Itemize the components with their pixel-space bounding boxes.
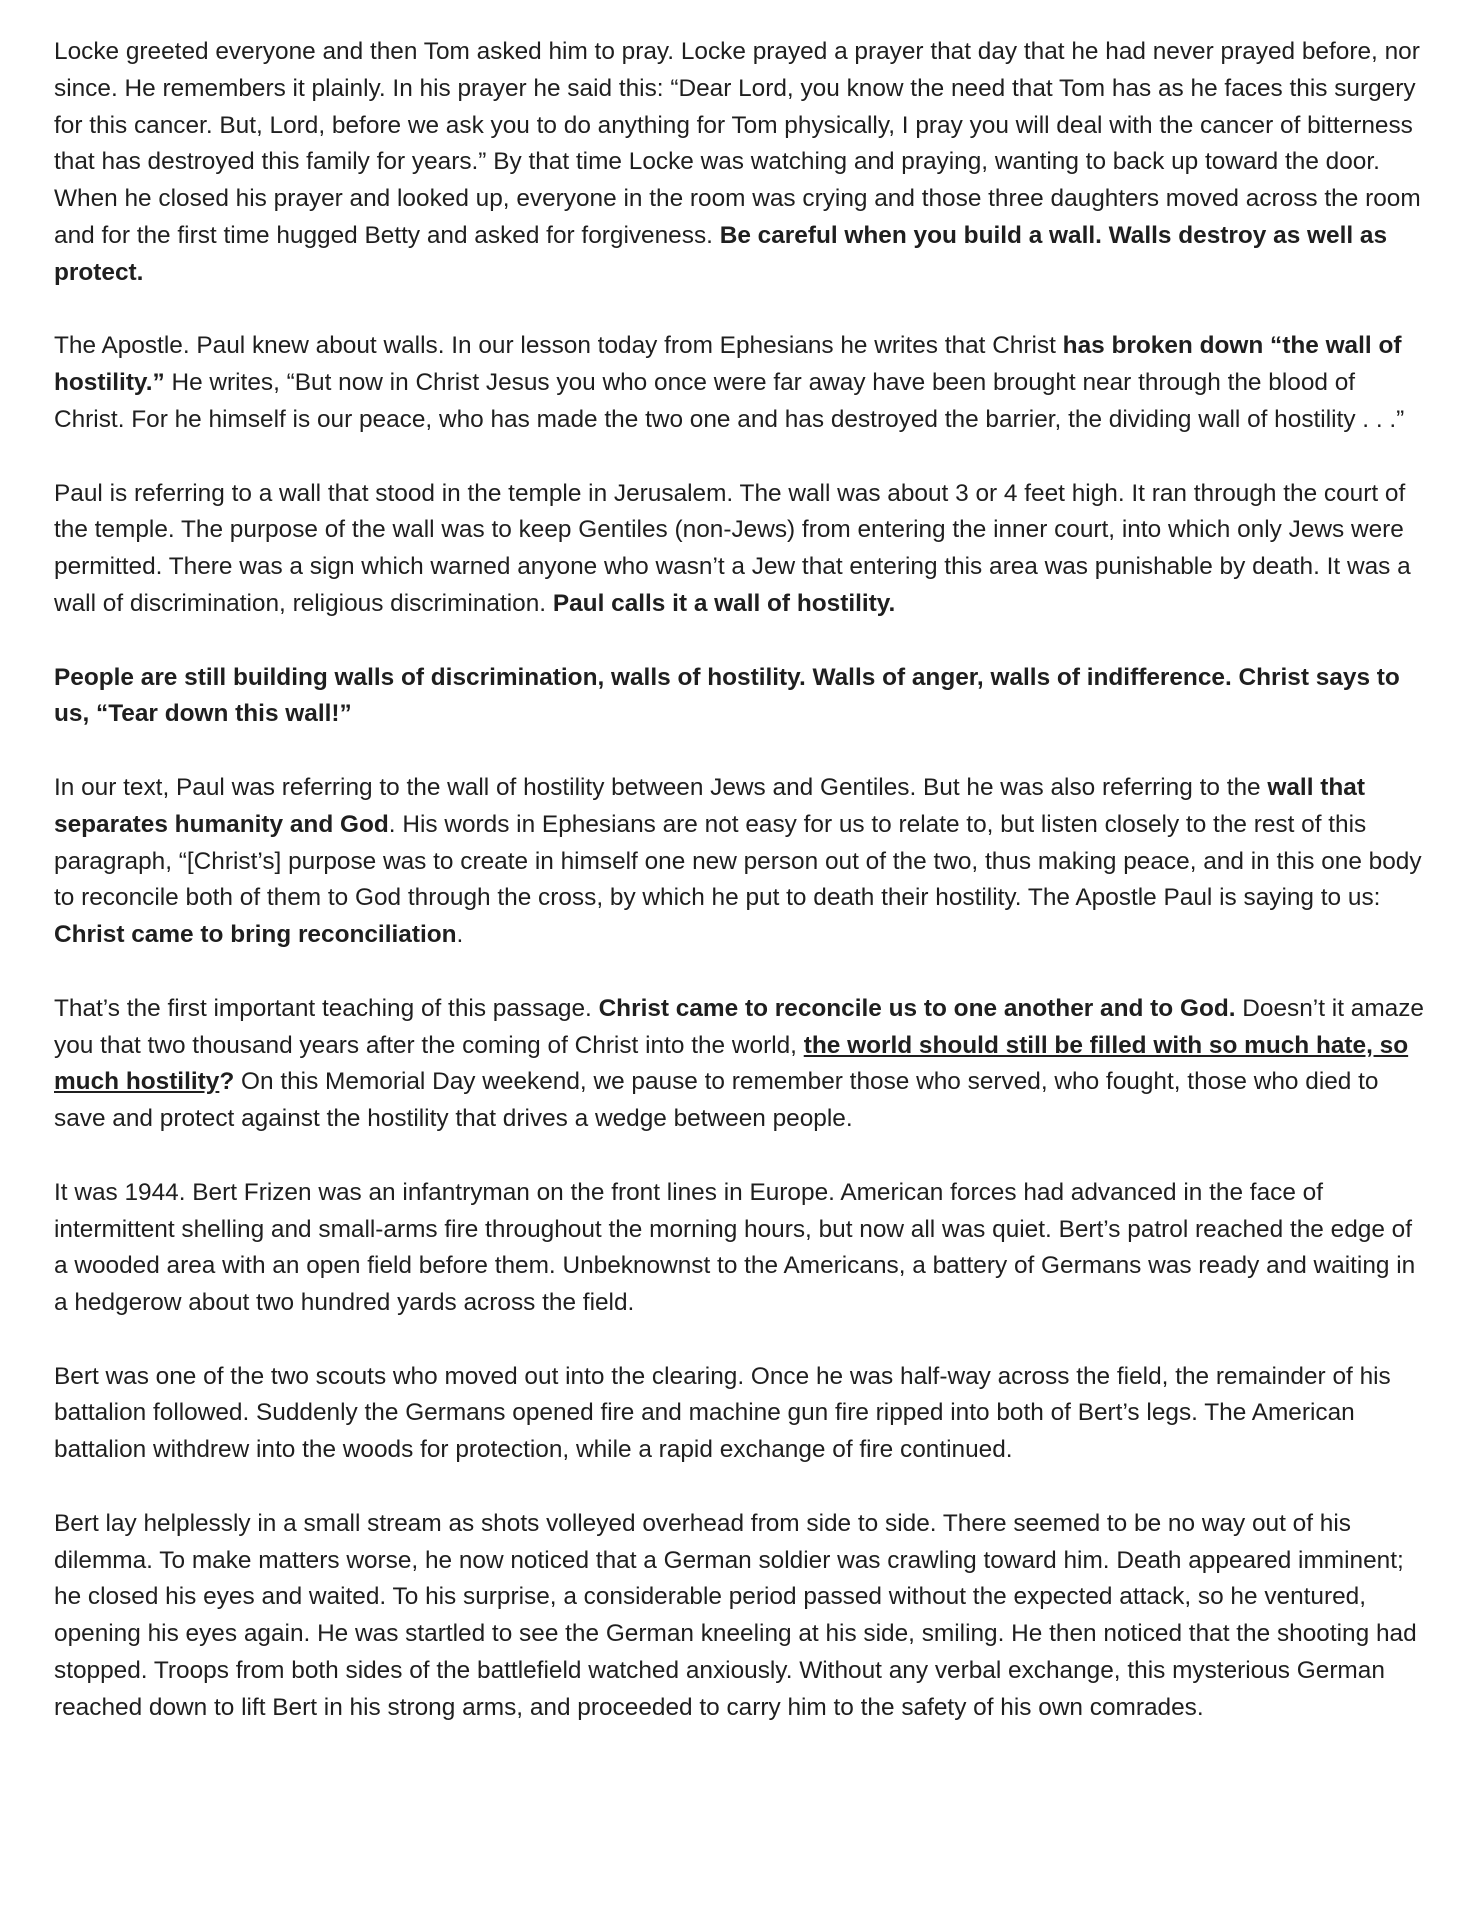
emphasis-text: Paul calls it a wall of hostility. — [552, 589, 896, 617]
text-run: . His words in Ephesians are not easy for us to relate to, but listen closely to the rest of this paragraph, “[Christ’s] purpose was to create in himself one new person out of the two, thus making peace, and in this one body to reconcile both of them to God through the cross, by which he put to death their hostility. The Apostle Paul is saying to us: — [54, 810, 1422, 912]
text-run: On this Memorial Day weekend, we pause to remember those who served, who fought, those who died to save and protect against the hostility that drives a wedge between people. — [54, 1068, 1379, 1133]
text-run: . — [456, 921, 464, 949]
text-run: In our text, Paul was referring to the wall of hostility between Jews and Gentiles. But he was also referring to the — [54, 773, 1268, 801]
emphasis-text: People are still building walls of discrimination, walls of hostility. Walls of anger, walls of indifference. Christ says to us, “Tear down this wall!” — [54, 663, 1400, 728]
text-run: Paul is referring to a wall that stood in the temple in Jerusalem. The wall was about 3 or 4 feet high. It ran through the court of the temple. The purpose of the wall was to keep Gentiles (non-Jews) from entering the inner court, into which only Jews were permitted. There was a sign which warned anyone who wasn’t a Jew that entering this area was punishable by death. It was a wall of discrimination, religious discrimination. — [54, 479, 1411, 617]
text-run: That’s the first important teaching of this passage. — [54, 994, 599, 1022]
paragraph-temple-wall — [54, 476, 1426, 623]
emphasis-text: ? — [219, 1068, 235, 1096]
emphasis-text: has broken down “the wall of hostility.” — [54, 332, 1402, 397]
document-page — [54, 34, 1426, 1727]
emphasis-text: wall that separates humanity and God — [54, 773, 1365, 838]
paragraph-first-teaching — [54, 991, 1426, 1138]
emphasis-text: Be careful when you build a wall. Walls destroy as well as protect. — [54, 221, 1388, 286]
text-run: Bert lay helplessly in a small stream as shots volleyed overhead from side to side. There seemed to be no way out of his dilemma. To make matters worse, he now noticed that a German soldier was crawling toward him. Death appeared imminent; he closed his eyes and waited. To his surprise, a considerable period passed without the expected attack, so he ventured, opening his eyes again. He was startled to see the German kneeling at his side, smiling. He then noticed that the shooting had stopped. Troops from both sides of the battlefield watched anxiously. Without any verbal exchange, this mysterious German reached down to lift Bert in his strong arms, and proceeded to carry him to the safety of his own comrades. — [54, 1509, 1417, 1721]
text-run: Bert was one of the two scouts who moved out into the clearing. Once he was half-way across the field, the remainder of his battalion followed. Suddenly the Germans opened fire and machine gun fire ripped into both of Bert’s legs. The American battalion withdrew into the woods for protection, while a rapid exchange of fire continued. — [54, 1362, 1391, 1464]
paragraph-wall-humanity-god — [54, 770, 1426, 954]
paragraph-bert-frizen-1944 — [54, 1175, 1426, 1322]
paragraph-bert-scout — [54, 1359, 1426, 1469]
paragraph-tear-down-wall — [54, 660, 1426, 734]
underlined-emphasis-text: the world should still be filled with so much hate, so much hostility — [54, 1031, 1409, 1096]
paragraph-bert-rescue — [54, 1506, 1426, 1727]
paragraph-apostle-paul-walls — [54, 328, 1426, 438]
emphasis-text: Christ came to reconcile us to one another and to God. — [598, 994, 1236, 1022]
text-run: The Apostle. Paul knew about walls. In our lesson today from Ephesians he writes that Christ — [54, 332, 1063, 360]
paragraph-locke-prayer — [54, 34, 1426, 292]
emphasis-text: Christ came to bring reconciliation — [54, 921, 457, 949]
text-run: Doesn’t it amaze you that two thousand years after the coming of Christ into the world, — [54, 994, 1424, 1059]
text-run: He writes, “But now in Christ Jesus you who once were far away have been brought near through the blood of Christ. For he himself is our peace, who has made the two one and has destroyed the barrier, the dividing wall of hostility . . .” — [54, 369, 1405, 433]
text-run: It was 1944. Bert Frizen was an infantryman on the front lines in Europe. American forces had advanced in the face of intermittent shelling and small-arms fire throughout the morning hours, but now all was quiet. Bert’s patrol reached the edge of a wooded area with an open field before them. Unbeknownst to the Americans, a battery of Germans was ready and waiting in a hedgerow about two hundred yards across the field. — [54, 1178, 1416, 1317]
text-run: Locke greeted everyone and then Tom asked him to pray. Locke prayed a prayer that day that he had never prayed before, nor since. He remembers it plainly. In his prayer he said this: “Dear Lord, you know the need that Tom has as he faces this surgery for this cancer. But, Lord, before we ask you to do anything for Tom physically, I pray you will deal with the cancer of bitterness that has destroyed this family for years.” By that time Locke was watching and praying, wanting to back up toward the door. When he closed his prayer and looked up, everyone in the room was crying and those three daughters moved across the room and for the first time hugged Betty and asked for forgiveness. — [54, 38, 1421, 249]
